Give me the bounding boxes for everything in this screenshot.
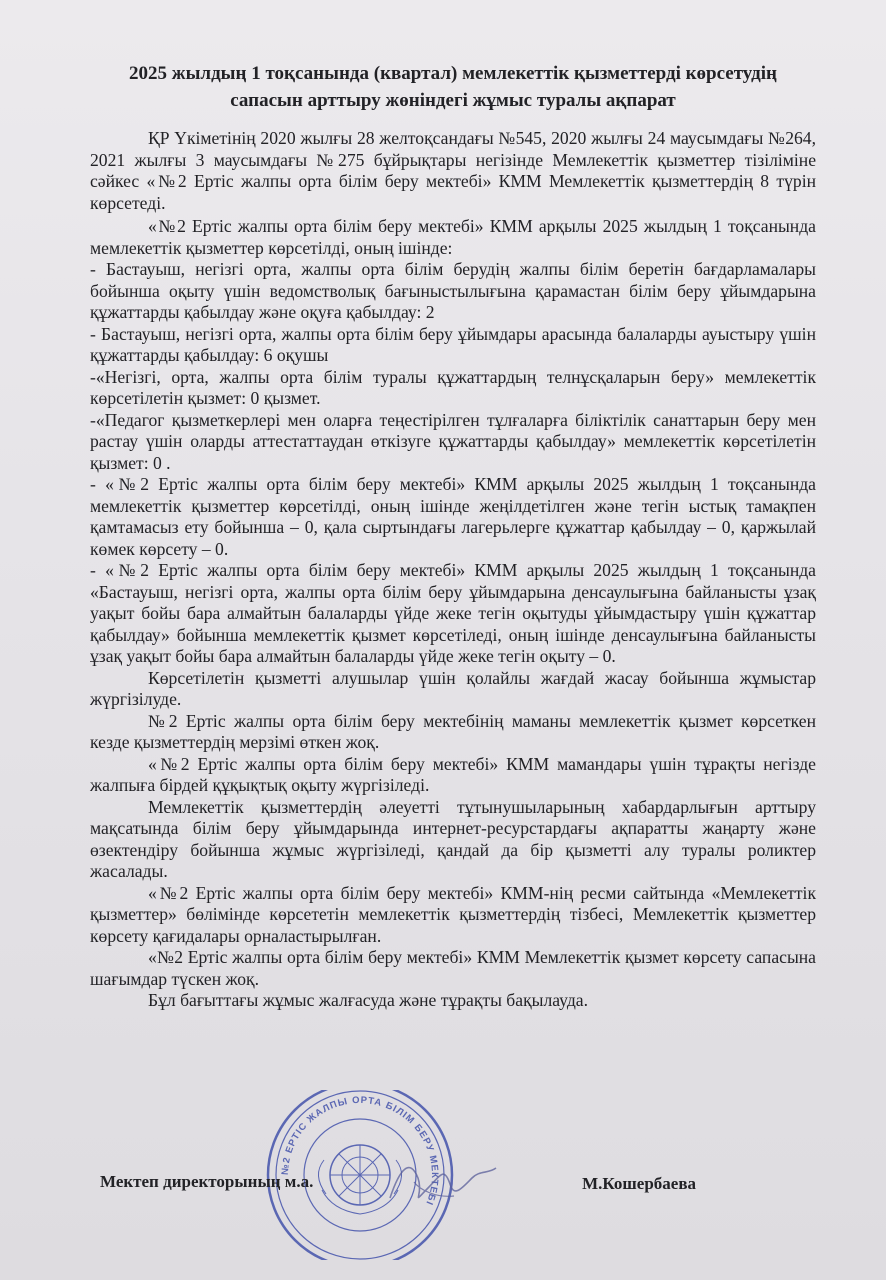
paragraph-awareness: Мемлекеттік қызметтердің әлеуетті тұтынушыларының хабардарлығын арттыру мақсатында білім беру ұйымдарында интернет-ресурстардағы ақпаратты жаңарту және өзектендіру бойынша жұмыс жүргізіледі, қандай да бір қызметті алу туралы роликтер жасалады. (90, 796, 816, 881)
list-item-meals: - «№2 Ертіс жалпы орта білім беру мектебі» КММ арқылы 2025 жылдың 1 тоқсанында мемлекеттік қызметтер көрсетілді, оның ішінде жеңілдетілген және тегін ыстық тамақпен қамтамасыз ету бойынша – 0, қала сыртындағы лагерьлерге құжаттар қабылдау – 0, қаржылай көмек көрсету – 0. (90, 474, 816, 559)
list-item-home-schooling: - «№2 Ертіс жалпы орта білім беру мектебі» КММ арқылы 2025 жылдың 1 тоқсанында «Бастауыш, негізгі орта, жалпы орта білім беру ұйымдарына денсаулығына байланысты ұзақ уақыт бойы бара алмайтын балаларды үйде жеке тегін оқытуды ұйымдастыру үшін құжаттар қабылдау» бойынша мемлекеттік қызмет көрсетіледі, оның ішінде денсаулығына байланысты ұзақ уақыт бойы бара алмайтын балаларды үйде жеке тегін оқыту – 0. (90, 560, 816, 666)
paragraph-continuation: Бұл бағыттағы жұмыс жалғасуда және тұрақты бақылауда. (148, 990, 588, 1010)
paragraph-services-intro: «№2 Ертіс жалпы орта білім беру мектебі» КММ арқылы 2025 жылдың 1 тоқсанында мемлекеттік қызметтер көрсетілді, оның ішінде: (90, 216, 816, 258)
list-item-attestation: -«Педагог қызметкерлері мен оларға теңестірілген тұлғаларға біліктілік санаттарын беру мен растау үшін оларды аттестаттаудан өткізуге құжаттарды қабылдау» мемлекеттік көрсетілетін қызмет: 0 . (90, 409, 816, 473)
document-title: 2025 жылдың 1 тоқсанында (квартал) мемлекеттік қызметтерді көрсетудің сапасын арттыру жөніндегі жұмыс туралы ақпарат (129, 63, 777, 111)
paragraph-website: «№2 Ертіс жалпы орта білім беру мектебі» КММ-нің ресми сайтында «Мемлекеттік қызметтер» бөлімінде көрсететін мемлекеттік қызметтердің тізбесі, Мемлекеттік қызметтер көрсету қағидалары орналастырылған. (90, 882, 816, 946)
paragraph-intro: ҚР Үкіметінің 2020 жылғы 28 желтоқсандағы №545, 2020 жылғы 24 маусымдағы №264, 2021 жылғы 3 маусымдағы №275 бұйрықтары негізінде Мемлекеттік қызметтер тізіліміне сәйкес «№2 Ертіс жалпы орта білім беру мектебі» КММ Мемлекеттік қызметтердің 8 түрін көрсетеді. (90, 128, 816, 213)
svg-text:№2 ЕРТІС ЖАЛПЫ ОРТА БІЛІМ БЕРУ: №2 ЕРТІС ЖАЛПЫ ОРТА БІЛІМ БЕРУ МЕКТЕБІ (279, 1094, 441, 1208)
signature-row (100, 1172, 816, 1202)
list-item-transfer: - Бастауыш, негізгі орта, жалпы орта білім беру ұйымдары арасында балаларды ауыстыру үшін құжаттарды қабылдау: 6 оқушы (90, 323, 816, 365)
signature-position: Мектеп директорының м.а. (100, 1172, 314, 1191)
signature-name: М.Кошербаева (582, 1174, 696, 1193)
paragraph-deadlines: №2 Ертіс жалпы орта білім беру мектебінің маманы мемлекеттік қызмет көрсеткен кезде қызметтердің мерзімі өткен жоқ. (90, 710, 816, 752)
list-item-admission: - Бастауыш, негізгі орта, жалпы орта білім берудің жалпы білім беретін бағдарламалары бойынша оқыту үшін ведомстволық бағыныстылығына қарамастан білім беру ұйымдарына құжаттарды қабылдау және оқуға қабылдау: 2 (90, 259, 816, 322)
paragraph-conditions: Көрсетілетін қызметті алушылар үшін қолайлы жағдай жасау бойынша жұмыстар жүргізілуде. (90, 667, 816, 709)
paragraph-complaints: «№2 Ертіс жалпы орта білім беру мектебі» КММ Мемлекеттік қызмет көрсету сапасына шағымдар түскен жоқ. (90, 947, 816, 989)
paragraph-legal-training: «№2 Ертіс жалпы орта білім беру мектебі» КММ мамандары үшін тұрақты негізде жалпыға бірдей құқықтық оқыту жүргізіледі. (90, 753, 816, 795)
list-item-duplicates: -«Негізгі, орта, жалпы орта білім туралы құжаттардың телнұсқаларын беру» мемлекеттік көрсетілетін қызмет: 0 қызмет. (90, 366, 816, 408)
